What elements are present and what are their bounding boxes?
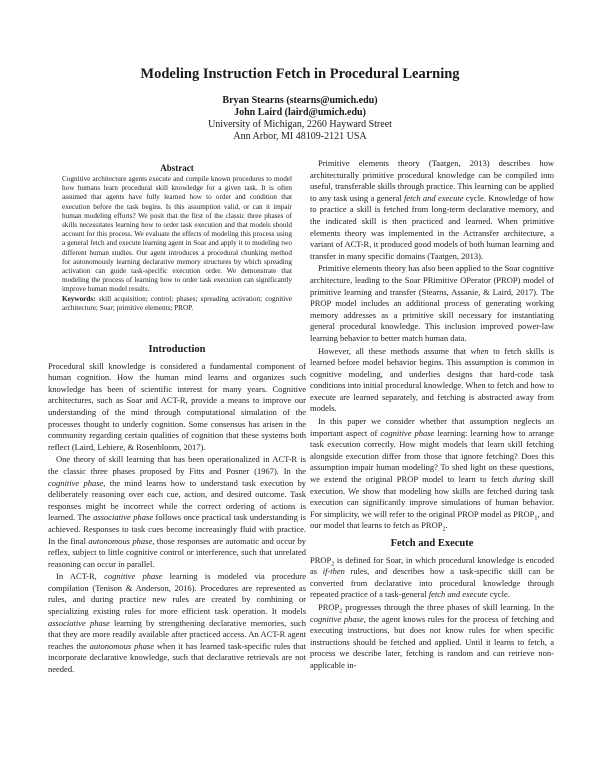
fetch-paragraph-2: $PROP_2$ progresses through the three phases of skill learning. In the cognitive phase, the agent knows rules for the process of fetching and executing instructions, but does not know rules for when specific instructions should be fetched and applied. Until it learns to fetch, a process we describe later, fetching is random and can retrieve non-applicable in- <box>310 601 555 670</box>
abstract-heading: Abstract <box>160 163 194 173</box>
author-2: John Laird (laird@umich.edu) <box>234 107 366 118</box>
intro-paragraph-1: Procedural skill knowledge is considered a fundamental component of human cognition. How the human mind learns and organizes such knowledge has been of scientific interest for many years. Cognitive architectures, such as Soar and ACT-R, provide a means to improve our understanding of the mind through computational simulation of the processes thought to underly cognition. Some consensus has arisen in the community regarding certain qualities of cognition that these systems both reflect (Laird, Lebiere, & Rosenbloom, 2017). <box>48 360 306 452</box>
affiliation-line-1: University of Michigan, 2260 Hayward Street <box>208 119 392 130</box>
right-paragraph-3: However, all these methods assume that when to fetch skills is learned before model behavior begins. This assumption is common in cognitive modeling, and underlies designs that hard-code task conditions into initial procedural knowledge. When to fetch and how to execute are learned separately, and fetching is abstracted away from models. <box>310 345 554 414</box>
abstract-text: Cognitive architecture agents execute and compile known procedures to model how humans learn procedural skill knowledge for a given task. It is often assumed that agents have fully learned how to order and condition that execution before the task begins. Is this assumption valid, or can it impair human modeling efforts? We posit that the first of the classic three phases of skills necessitates learning how to order task execution and that models should account for this process. We evaluate the effects of modeling this process using a general fetch and execute learning agent in Soar and apply it to modeling two different human studies. Our agent introduces a procedural chunking method for autonomously learning declarative memory structures by which spreading activation can guide task-specific execution order. We demonstrate that modeling the process of learning how to order task execution can significantly improve human model results. <box>62 175 292 294</box>
affiliation-line-2: Ann Arbor, MI 48109-2121 USA <box>233 131 367 142</box>
paper-title: Modeling Instruction Fetch in Procedural Learning <box>140 66 460 82</box>
right-paragraph-2: Primitive elements theory has also been applied to the Soar cognitive architecture, leading to the Soar PRimitive OPerator (PROP) model of primitive learning and transfer (Stearns, Assanie, & Laird, 2017). The PROP model includes an additional process of generating working memory addresses as a primitive skill necessary for instantiating general procedural knowledge. This inclusion improved power-law learning behavior to better match human data. <box>310 263 554 343</box>
keywords-label: Keywords: <box>62 294 96 303</box>
keywords-text: skill acquisition; control; phases; spreading activation; cognitive architecture; Soar; primitive elements; PROP. <box>62 294 292 312</box>
left-column <box>48 344 306 677</box>
intro-paragraph-3: In ACT-R, cognitive phase learning is modeled via procedure compilation (Tenison & Anderson, 2016). Procedures are represented as rules, and during practice new rules are created by combining or specializing existing rules for more efficient task operation. It models associative phase learning by strengthening declarative memories, such that they are more readily available after practiced access. An ACT-R agent reaches the autonomous phase when it has learned task-specific rules that incorporate declarative knowledge, such that declarative retrievals are not needed. <box>48 571 307 675</box>
introduction-heading: Introduction <box>148 344 206 355</box>
fetch-and-execute-heading: Fetch and Execute <box>390 538 474 549</box>
keywords <box>62 295 292 313</box>
fetch-paragraph-1: $PROP_2$ is defined for Soar, in which procedural knowledge is encoded as if-then rules, and describes how a task-specific skill can be converted from declarative into procedural knowledge through repeated practice of a task-general fetch and execute cycle. <box>310 554 554 600</box>
author-1: Bryan Stearns (stearns@umich.edu) <box>222 95 378 106</box>
right-column <box>310 158 554 673</box>
right-paragraph-4: In this paper we consider whether that assumption neglects an important aspect of cognitive phase learning: learning how to arrange task execution correctly. How might models that learn skill fetching alongside execution differ from those that ignore fetching? Does this assumption impair human modeling? To shed light on these questions, we extend the original PROP model to learn to fetch during skill execution. We show that modeling how skills are fetched during task execution can significantly improve simulations of human behavior. For simplicity, we will refer to the original PROP model as $PROP_1$, and our model that learns to fetch as $PROP_2$. <box>310 416 554 534</box>
right-paragraph-1: Primitive elements theory (Taatgen, 2013) describes how architecturally primitive procedural knowledge can be compiled into useful, transferable skills through practice. This learning can be applied to any task using a general fetch and execute cycle. Knowledge of how to practice a skill is fetched from long-term declarative memory, and the indicated skill is then practiced and learned. When primitive elements theory was implemented in the Actransfer architecture, a variant of ACT-R, it produced good models of both human learning and transfer in many specific domains (Taatgen, 2013). <box>310 158 554 261</box>
abstract-body <box>62 175 292 313</box>
intro-paragraph-2: One theory of skill learning that has been operationalized in ACT-R is the classic three phases proposed by Fitts and Posner (1967). In the cognitive phase, the mind learns how to understand task execution by deliberately reasoning over each cue, action, and desired outcome. Task responses might be incorrect while the correct ordering of actions is learned. The associative phase follows once practical task understanding is achieved. Responses to task cues become increasingly fluid with practice. In the final autonomous phase, those responses are automatic and occur by reflex, subject to little cognitive control or interference, such that unrelated reasoning can occur in parallel. <box>48 454 307 569</box>
